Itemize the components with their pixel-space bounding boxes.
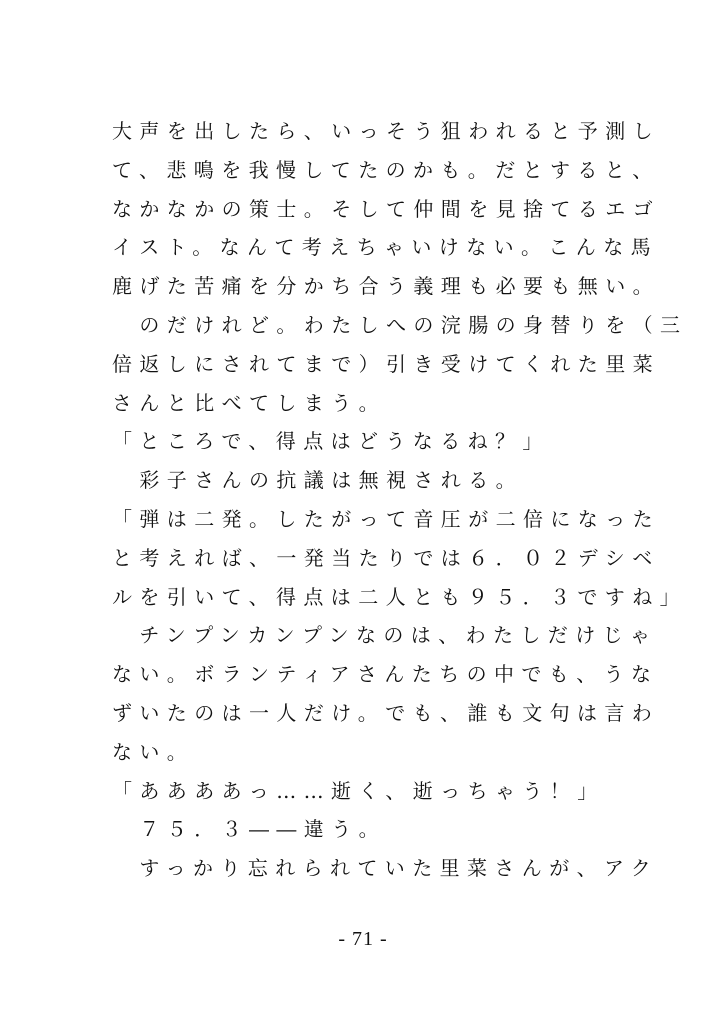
text-line: と考えれば、一発当たりでは６．０２デシベ [112, 545, 660, 570]
page-number: - 71 - [338, 928, 388, 950]
text-line: イスト。なんて考えちゃいけない。こんな馬 [112, 235, 658, 260]
text-line: なかなかの策士。そして仲間を見捨てるエゴ [112, 196, 660, 221]
text-line: 「ああああっ……逝く、逝っちゃう！」 [112, 778, 605, 803]
text-line: すっかり忘れられていた里菜さんが、アク [112, 856, 659, 881]
text-line: チンプンカンプンなのは、わたしだけじゃ [112, 623, 658, 648]
text-line: 大声を出したら、いっそう狙われると予測し [112, 119, 660, 143]
text-line: 「弾は二発。したがって音圧が二倍になった [112, 506, 660, 531]
text-line: さんと比べてしまう。 [112, 390, 386, 415]
text-line: ずいたのは一人だけ。でも、誰も文句は言わ [112, 700, 660, 725]
text-line: ない。ボランティアさんたちの中でも、うな [112, 662, 659, 687]
text-line: ルを引いて、得点は二人とも９５．３ですね」 [112, 584, 687, 609]
text-line: のだけれど。わたしへの浣腸の身替りを（三 [112, 312, 688, 337]
text-line: ７５．３――違う。 [112, 817, 386, 842]
text-line: ない。 [112, 739, 195, 764]
text-line: 鹿げた苦痛を分かち合う義理も必要も無い。 [112, 274, 660, 299]
body-text [112, 112, 688, 888]
text-line: て、悲鳴を我慢してたのかも。だとすると、 [112, 157, 660, 182]
text-line: 「ところで、得点はどうなるね？」 [112, 429, 550, 454]
text-line: 倍返しにされてまで）引き受けてくれた里菜 [112, 351, 660, 376]
text-line: 彩子さんの抗議は無視される。 [112, 468, 523, 493]
